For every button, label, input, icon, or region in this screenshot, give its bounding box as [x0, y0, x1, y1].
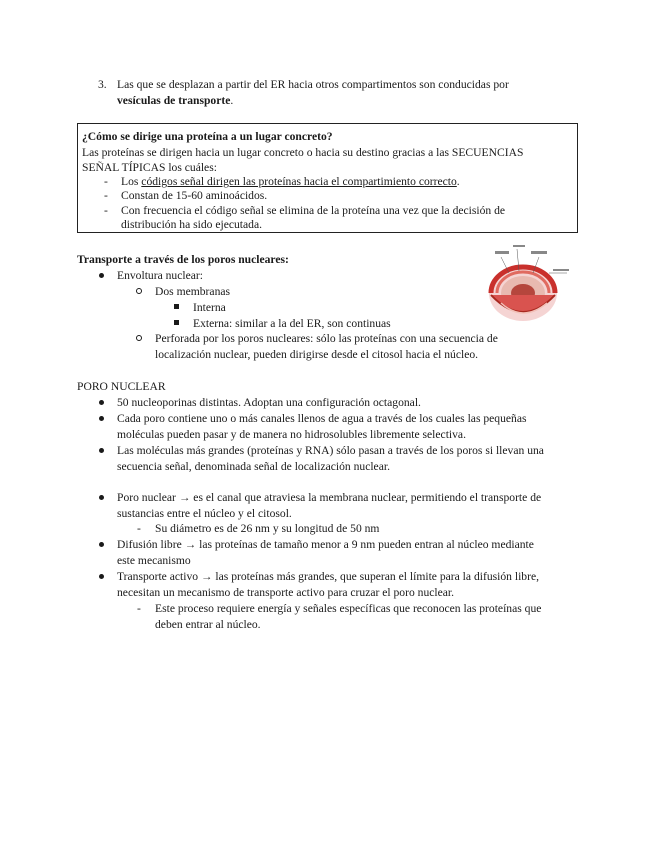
bullet-dot	[99, 495, 104, 500]
transport-vesicles-term: vesículas de transporte	[117, 94, 231, 107]
poro-b6-line1: Transporte activo → las proteínas más grandes, que superan el límite para la difusión libre,	[117, 570, 539, 583]
internal-membrane: Interna	[193, 301, 226, 314]
list-number: 3.	[98, 78, 107, 91]
perforated-line1: Perforada por los poros nucleares: sólo las proteínas con una secuencia de	[155, 332, 498, 345]
dash-marker: -	[104, 189, 108, 202]
two-membranes: Dos membranas	[155, 285, 231, 298]
poro-b6-sub-line1: Este proceso requiere energía y señales específicas que reconocen las proteínas que	[155, 602, 542, 615]
nuclear-envelope: Envoltura nuclear:	[117, 269, 203, 282]
external-membrane: Externa: similar a la del ER, son continuas	[193, 317, 391, 330]
bullet-dot	[99, 574, 104, 579]
box-para-line2: SEÑAL TÍPICAS los cuáles:	[82, 161, 217, 174]
bullet-circle	[136, 288, 142, 294]
poro-b4-line1: Poro nuclear → es el canal que atraviesa la membrana nuclear, permitiendo el transporte de	[117, 491, 542, 504]
poro-b6-line2: necesitan un mecanismo de transporte activo para cruzar el poro nuclear.	[117, 586, 455, 599]
box-item-1-prefix: Los	[121, 175, 142, 188]
bullet-dot	[99, 416, 104, 421]
box-title: ¿Cómo se dirige una proteína a un lugar concreto?	[82, 130, 333, 143]
section-heading-nuclear-transport: Transporte a través de los poros nucleares:	[77, 253, 289, 266]
poro-b5-line1: Difusión libre → las proteínas de tamaño menor a 9 nm pueden entran al núcleo mediante	[117, 538, 534, 551]
perforated-line2: localización nuclear, pueden dirigirse desde el citosol hacia el núcleo.	[155, 348, 479, 361]
nuclear-envelope-illustration	[487, 243, 573, 329]
period: .	[456, 175, 460, 188]
dash-marker: -	[104, 204, 108, 217]
poro-b6-sub-line2: deben entrar al núcleo.	[155, 618, 261, 631]
period: .	[230, 94, 234, 107]
bullet-square	[174, 304, 179, 309]
dash-marker: -	[137, 522, 141, 535]
pore-dimensions: Su diámetro es de 26 nm y su longitud de 50 nm	[155, 522, 380, 535]
poro-b4-line2: sustancias entre el núcleo y el citosol.	[117, 507, 292, 520]
section-heading-poro: PORO NUCLEAR	[77, 380, 166, 393]
bullet-dot	[99, 400, 104, 405]
bullet-dot	[99, 542, 104, 547]
dash-marker: -	[137, 602, 141, 615]
dash-marker: -	[104, 175, 108, 188]
poro-b2-line1: Cada poro contiene uno o más canales llenos de agua a través de los cuales las pequeñas	[117, 412, 527, 425]
bullet-square	[174, 320, 179, 325]
item3-line2	[117, 93, 233, 109]
poro-b1: 50 nucleoporinas distintas. Adoptan una configuración octagonal.	[117, 396, 421, 409]
box-item-3-line2: distribución ha sido ejecutada.	[121, 218, 263, 231]
poro-b5-line2: este mecanismo	[117, 554, 191, 567]
poro-b3-line1: Las moléculas más grandes (proteínas y RNA) sólo pasan a través de los poros si llevan una	[117, 444, 544, 457]
signal-codes-underlined: códigos señal dirigen las proteínas hacia el compartimiento correcto	[141, 175, 457, 188]
bullet-circle	[136, 335, 142, 341]
item3-line1: Las que se desplazan a partir del ER hacia otros compartimentos son conducidas por	[117, 78, 509, 91]
box-item-2: Constan de 15-60 aminoácidos.	[121, 189, 268, 202]
poro-b3-line2: secuencia señal, denominada señal de localización nuclear.	[117, 460, 390, 473]
poro-b2-line2: moléculas pueden pasar y de manera no hidrosolubles libremente selectiva.	[117, 428, 466, 441]
box-item-3-line1: Con frecuencia el código señal se elimina de la proteína una vez que la decisión de	[121, 204, 506, 217]
bullet-dot	[99, 273, 104, 278]
box-para-line1: Las proteínas se dirigen hacia un lugar concreto o hacia su destino gracias a las SECUENCIAS	[82, 146, 524, 159]
bullet-dot	[99, 448, 104, 453]
